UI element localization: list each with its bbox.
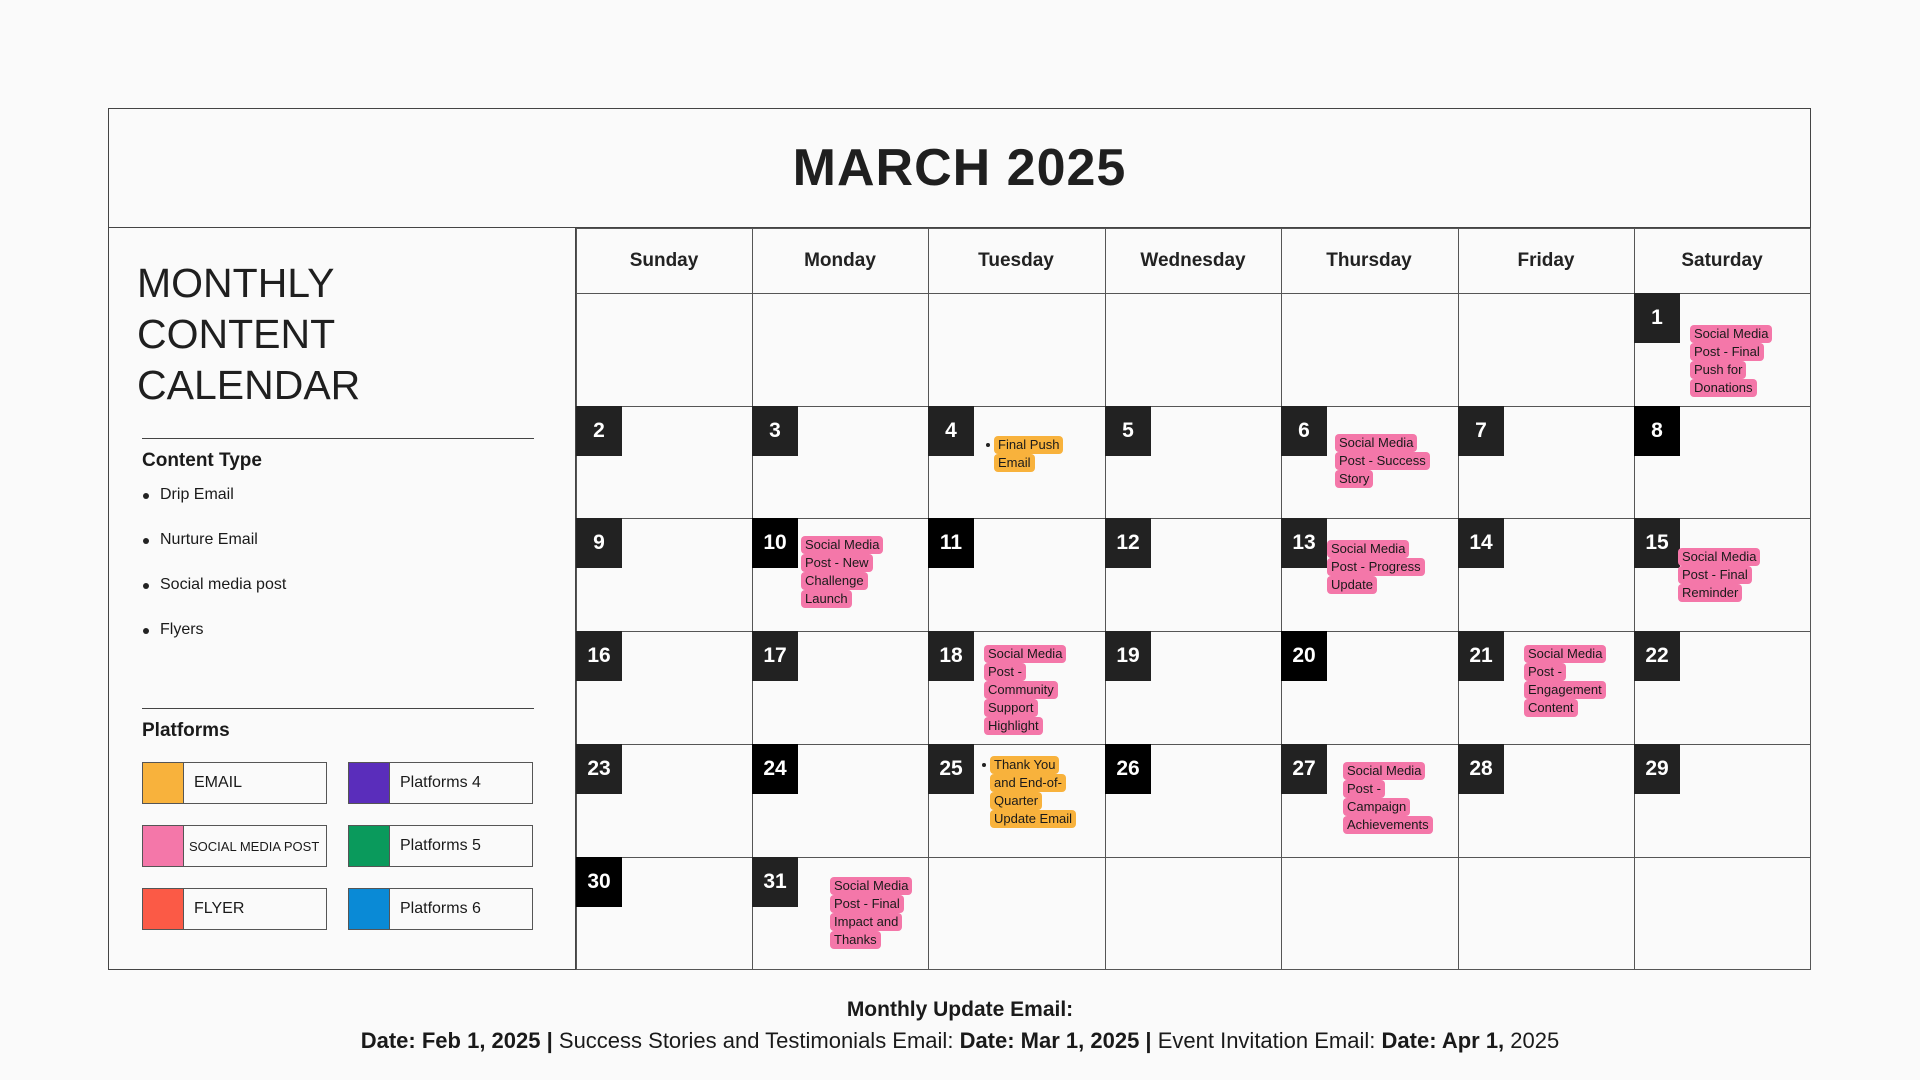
title-bar xyxy=(109,109,1810,228)
event-text: Post - xyxy=(1524,663,1566,681)
day-cell[interactable] xyxy=(1458,406,1634,518)
weekday-header: Thursday xyxy=(1326,249,1412,271)
day-cell[interactable] xyxy=(576,406,752,518)
day-number: 6 xyxy=(1281,406,1327,456)
social-media-event[interactable] xyxy=(801,536,883,608)
day-cell[interactable] xyxy=(1281,631,1457,743)
legend-item-platforms-4 xyxy=(348,762,533,804)
platforms-heading: Platforms xyxy=(142,720,230,741)
day-cell[interactable] xyxy=(1634,406,1810,518)
swatch xyxy=(143,763,184,803)
event-text: Update xyxy=(1327,576,1377,594)
legend-label: EMAIL xyxy=(194,774,243,791)
event-text: Social Media xyxy=(1343,762,1425,780)
day-cell[interactable] xyxy=(576,744,752,856)
day-cell[interactable] xyxy=(752,631,928,743)
email-event[interactable] xyxy=(990,756,1076,828)
event-text: Highlight xyxy=(984,717,1043,735)
event-text: Thanks xyxy=(830,931,881,949)
legend-label: FLYER xyxy=(194,900,245,917)
event-text: Post - Progress xyxy=(1327,558,1425,576)
event-text: Quarter xyxy=(990,792,1042,810)
weekday-header: Tuesday xyxy=(978,249,1054,271)
event-text: Email xyxy=(994,454,1035,472)
event-text: Post - New xyxy=(801,554,873,572)
day-cell[interactable] xyxy=(1634,744,1810,856)
footer-date: Date: Mar 1, 2025 | xyxy=(959,1028,1152,1053)
day-number: 7 xyxy=(1458,406,1504,456)
day-number: 31 xyxy=(752,857,798,907)
day-number: 10 xyxy=(752,518,798,568)
day-cell[interactable] xyxy=(1105,518,1281,630)
day-number: 28 xyxy=(1458,744,1504,794)
day-cell[interactable] xyxy=(928,631,1104,743)
day-number: 29 xyxy=(1634,744,1680,794)
swatch xyxy=(143,889,184,929)
page-title: MARCH 2025 xyxy=(792,139,1127,197)
footer-date: Date: Apr 1, xyxy=(1381,1028,1505,1053)
day-number: 4 xyxy=(928,406,974,456)
footer-text: 2025 xyxy=(1510,1028,1560,1053)
event-text: Post - xyxy=(984,663,1026,681)
social-media-event[interactable] xyxy=(1335,434,1430,488)
swatch xyxy=(349,763,390,803)
sidebar-title-line: MONTHLY xyxy=(137,260,335,306)
calendar-grid xyxy=(576,228,1811,970)
event-text: Achievements xyxy=(1343,816,1433,834)
event-text: Post - Final xyxy=(1678,566,1752,584)
legend-item-social-media-post xyxy=(142,825,327,867)
day-number: 16 xyxy=(576,631,622,681)
weekday-header: Sunday xyxy=(629,249,699,271)
day-number: 2 xyxy=(576,406,622,456)
legend-item-platforms-6 xyxy=(348,888,533,930)
event-text: Thank You xyxy=(990,756,1059,774)
event-text: Social Media xyxy=(1690,325,1772,343)
bullet-icon xyxy=(982,763,986,767)
social-media-event[interactable] xyxy=(1678,548,1760,602)
event-text: Social Media xyxy=(801,536,883,554)
day-number: 9 xyxy=(576,518,622,568)
legend-item-platforms-5 xyxy=(348,825,533,867)
social-media-event[interactable] xyxy=(1343,762,1433,834)
day-cell[interactable] xyxy=(752,744,928,856)
swatch xyxy=(349,889,390,929)
calendar-frame xyxy=(108,108,1811,970)
event-text: Engagement xyxy=(1524,681,1606,699)
event-text: and End-of- xyxy=(990,774,1066,792)
day-number: 17 xyxy=(752,631,798,681)
event-text: Community xyxy=(984,681,1058,699)
event-text: Social Media xyxy=(984,645,1066,663)
event-text: Social Media xyxy=(1335,434,1417,452)
footer-text: Success Stories and Testimonials Email: xyxy=(558,1028,954,1053)
day-number: 19 xyxy=(1105,631,1151,681)
event-text: Social Media xyxy=(1524,645,1606,663)
day-cell[interactable] xyxy=(576,631,752,743)
sidebar xyxy=(109,228,576,970)
social-media-event[interactable] xyxy=(1327,540,1425,594)
social-media-event[interactable] xyxy=(984,645,1066,735)
weekday-header: Monday xyxy=(804,249,876,271)
event-text: Push for xyxy=(1690,361,1746,379)
event-text: Social Media xyxy=(830,877,912,895)
legend-label: SOCIAL MEDIA POST xyxy=(189,838,320,854)
day-cell[interactable] xyxy=(1458,631,1634,743)
event-text: Launch xyxy=(801,590,852,608)
event-text: Challenge xyxy=(801,572,868,590)
list-item: Drip Email xyxy=(142,486,286,531)
grid-line xyxy=(576,969,1811,970)
footer-heading: Monthly Update Email: xyxy=(846,998,1074,1021)
day-number: 25 xyxy=(928,744,974,794)
day-cell[interactable] xyxy=(1105,744,1281,856)
day-cell[interactable] xyxy=(1634,293,1810,405)
content-type-list xyxy=(142,486,286,666)
day-cell[interactable] xyxy=(928,518,1104,630)
day-number: 27 xyxy=(1281,744,1327,794)
day-number: 3 xyxy=(752,406,798,456)
list-item: Nurture Email xyxy=(142,531,286,576)
day-number: 12 xyxy=(1105,518,1151,568)
sidebar-title-line: CALENDAR xyxy=(137,362,361,408)
day-cell[interactable] xyxy=(1634,518,1810,630)
weekday-header: Wednesday xyxy=(1140,249,1246,271)
event-text: Social Media xyxy=(1327,540,1409,558)
day-number: 5 xyxy=(1105,406,1151,456)
footer xyxy=(0,998,1920,1054)
divider xyxy=(142,438,534,439)
day-cell[interactable] xyxy=(576,518,752,630)
day-number: 15 xyxy=(1634,518,1680,568)
weekday-header: Saturday xyxy=(1681,249,1763,271)
day-cell[interactable] xyxy=(1634,631,1810,743)
day-cell[interactable] xyxy=(928,744,1104,856)
event-text: Post - xyxy=(1343,780,1385,798)
social-media-event[interactable] xyxy=(830,877,912,949)
swatch xyxy=(143,826,184,866)
day-number: 22 xyxy=(1634,631,1680,681)
day-number: 26 xyxy=(1105,744,1151,794)
event-text: Post - Success xyxy=(1335,452,1430,470)
event-text: Story xyxy=(1335,470,1373,488)
list-item: Flyers xyxy=(142,621,286,666)
event-text: Campaign xyxy=(1343,798,1410,816)
day-cell[interactable] xyxy=(1281,518,1457,630)
footer-text: Event Invitation Email: xyxy=(1157,1028,1376,1053)
day-cell[interactable] xyxy=(576,857,752,969)
legend-label: Platforms 5 xyxy=(400,837,481,854)
sidebar-title xyxy=(137,258,360,411)
email-event[interactable] xyxy=(994,436,1063,472)
legend-item-flyer xyxy=(142,888,327,930)
legend-item-email xyxy=(142,762,327,804)
weekday-header: Friday xyxy=(1517,249,1575,271)
day-cell[interactable] xyxy=(1458,744,1634,856)
day-cell[interactable] xyxy=(928,406,1104,518)
grid-line xyxy=(576,293,1811,294)
swatch xyxy=(349,826,390,866)
list-item: Social media post xyxy=(142,576,286,621)
footer-date: Date: Feb 1, 2025 | xyxy=(360,1028,553,1053)
grid-line xyxy=(576,228,1811,229)
event-text: Impact and xyxy=(830,913,902,931)
event-text: Final Push xyxy=(994,436,1063,454)
day-number: 8 xyxy=(1634,406,1680,456)
footer-dates xyxy=(0,1028,1920,1054)
divider xyxy=(142,708,534,709)
legend-label: Platforms 4 xyxy=(400,774,481,791)
day-cell[interactable] xyxy=(752,518,928,630)
event-text: Post - Final xyxy=(830,895,904,913)
grid-line xyxy=(1810,228,1811,970)
day-number: 20 xyxy=(1281,631,1327,681)
event-text: Post - Final xyxy=(1690,343,1764,361)
event-text: Content xyxy=(1524,699,1578,717)
social-media-event[interactable] xyxy=(1690,325,1772,397)
day-number: 14 xyxy=(1458,518,1504,568)
event-text: Social Media xyxy=(1678,548,1760,566)
social-media-event[interactable] xyxy=(1524,645,1606,717)
day-number: 21 xyxy=(1458,631,1504,681)
legend-label: Platforms 6 xyxy=(400,900,481,917)
day-cell[interactable] xyxy=(1281,744,1457,856)
event-text: Donations xyxy=(1690,379,1757,397)
day-cell[interactable] xyxy=(752,406,928,518)
day-number: 13 xyxy=(1281,518,1327,568)
day-cell[interactable] xyxy=(1458,518,1634,630)
day-number: 18 xyxy=(928,631,974,681)
day-cell[interactable] xyxy=(1281,406,1457,518)
day-number: 1 xyxy=(1634,293,1680,343)
event-text: Update Email xyxy=(990,810,1076,828)
content-type-heading: Content Type xyxy=(142,450,262,471)
event-text: Support xyxy=(984,699,1038,717)
day-cell[interactable] xyxy=(1105,631,1281,743)
event-text: Reminder xyxy=(1678,584,1742,602)
day-number: 23 xyxy=(576,744,622,794)
day-cell[interactable] xyxy=(752,857,928,969)
sidebar-title-line: CONTENT xyxy=(137,311,336,357)
day-number: 11 xyxy=(928,518,974,568)
day-cell[interactable] xyxy=(1105,406,1281,518)
day-number: 24 xyxy=(752,744,798,794)
day-number: 30 xyxy=(576,857,622,907)
bullet-icon xyxy=(986,443,990,447)
